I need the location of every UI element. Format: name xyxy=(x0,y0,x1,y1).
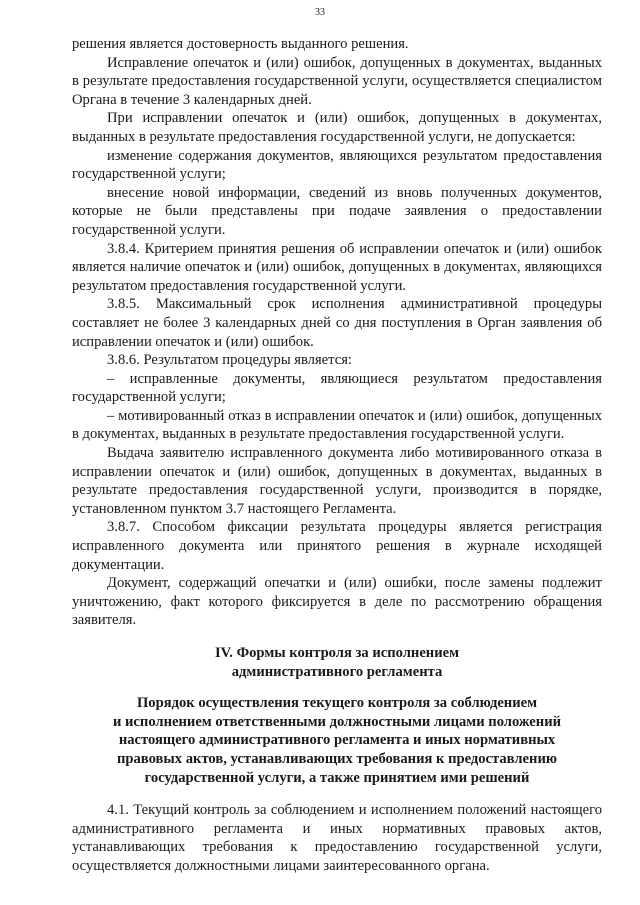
paragraph: При исправлении опечаток и (или) ошибок, допущенных в документах, выданных в результате предоставления государственной услуги, не допускается: xyxy=(72,110,602,145)
section-title-line: административного регламента xyxy=(231,663,443,680)
subsection-title xyxy=(72,694,602,787)
paragraph-3-8-6: 3.8.6. Результатом процедуры является: xyxy=(107,352,352,369)
section-title-line: IV. Формы контроля за исполнением xyxy=(214,645,460,661)
subsection-title-line: настоящего административного регламента и иных нормативных xyxy=(118,732,556,749)
paragraph: Исправление опечаток и (или) ошибок, допущенных в документах, выданных в результате предоставления государственной услуги, осуществляется специалистом Органа в течение 3 календарных дней. xyxy=(72,54,602,108)
subsection-title-line: и исполнением ответственными должностными лицами положений xyxy=(112,713,562,730)
list-item: – исправленные документы, являющиеся результатом предоставления государственной услуги; xyxy=(72,370,602,406)
document-body xyxy=(72,35,602,876)
paragraph: Выдача заявителю исправленного документа либо мотивированного отказа в исправлении опечаток и (или) ошибок, допущенных в документах, выданных в результате предоставления государственной услуги, производится в порядке, установленном пунктом 3.7 настоящего Регламента. xyxy=(72,445,602,517)
section-title xyxy=(72,644,602,681)
subsection-title-line: государственной услуги, а также принятием ими решений xyxy=(144,769,530,786)
paragraph-continuation: решения является достоверность выданного решения. xyxy=(72,36,409,52)
list-item: – мотивированный отказ в исправлении опечаток и (или) ошибок, допущенных в документах, выданных в результате предоставления государственной услуги. xyxy=(72,407,602,443)
paragraph-4-1: 4.1. Текущий контроль за соблюдением и исполнением положений настоящего административного регламента и иных нормативных правовых актов, устанавливающих требования к предоставлению государственной услуги, осуществляется должностными лицами заинтересованного органа. xyxy=(72,802,602,874)
paragraph: внесение новой информации, сведений из вновь полученных документов, которые не были представлены при подаче заявления о предоставлении государственной услуги. xyxy=(72,184,602,238)
paragraph-3-8-7: 3.8.7. Способом фиксации результата процедуры является регистрация исправленного документа или принятого решения в журнале исходящей документации. xyxy=(72,519,602,573)
subsection-title-line: Порядок осуществления текущего контроля за соблюдением xyxy=(136,695,538,712)
paragraph-3-8-5: 3.8.5. Максимальный срок исполнения административной процедуры составляет не более 3 календарных дней со дня поступления в Орган заявления об исправлении опечаток и (или) ошибок. xyxy=(72,296,602,350)
paragraph: изменение содержания документов, являющихся результатом предоставления государственной услуги; xyxy=(72,147,602,183)
subsection-title-line: правовых актов, устанавливающих требования к предоставлению xyxy=(116,750,558,767)
paragraph-3-8-4: 3.8.4. Критерием принятия решения об исправлении опечаток и (или) ошибок является наличие опечаток и (или) ошибок, допущенных в документах, являющихся результатом предоставления государственной услуги. xyxy=(72,240,602,294)
paragraph: Документ, содержащий опечатки и (или) ошибки, после замены подлежит уничтожению, факт которого фиксируется в деле по рассмотрению обращения заявителя. xyxy=(72,575,602,629)
page-number: 33 xyxy=(315,7,325,18)
